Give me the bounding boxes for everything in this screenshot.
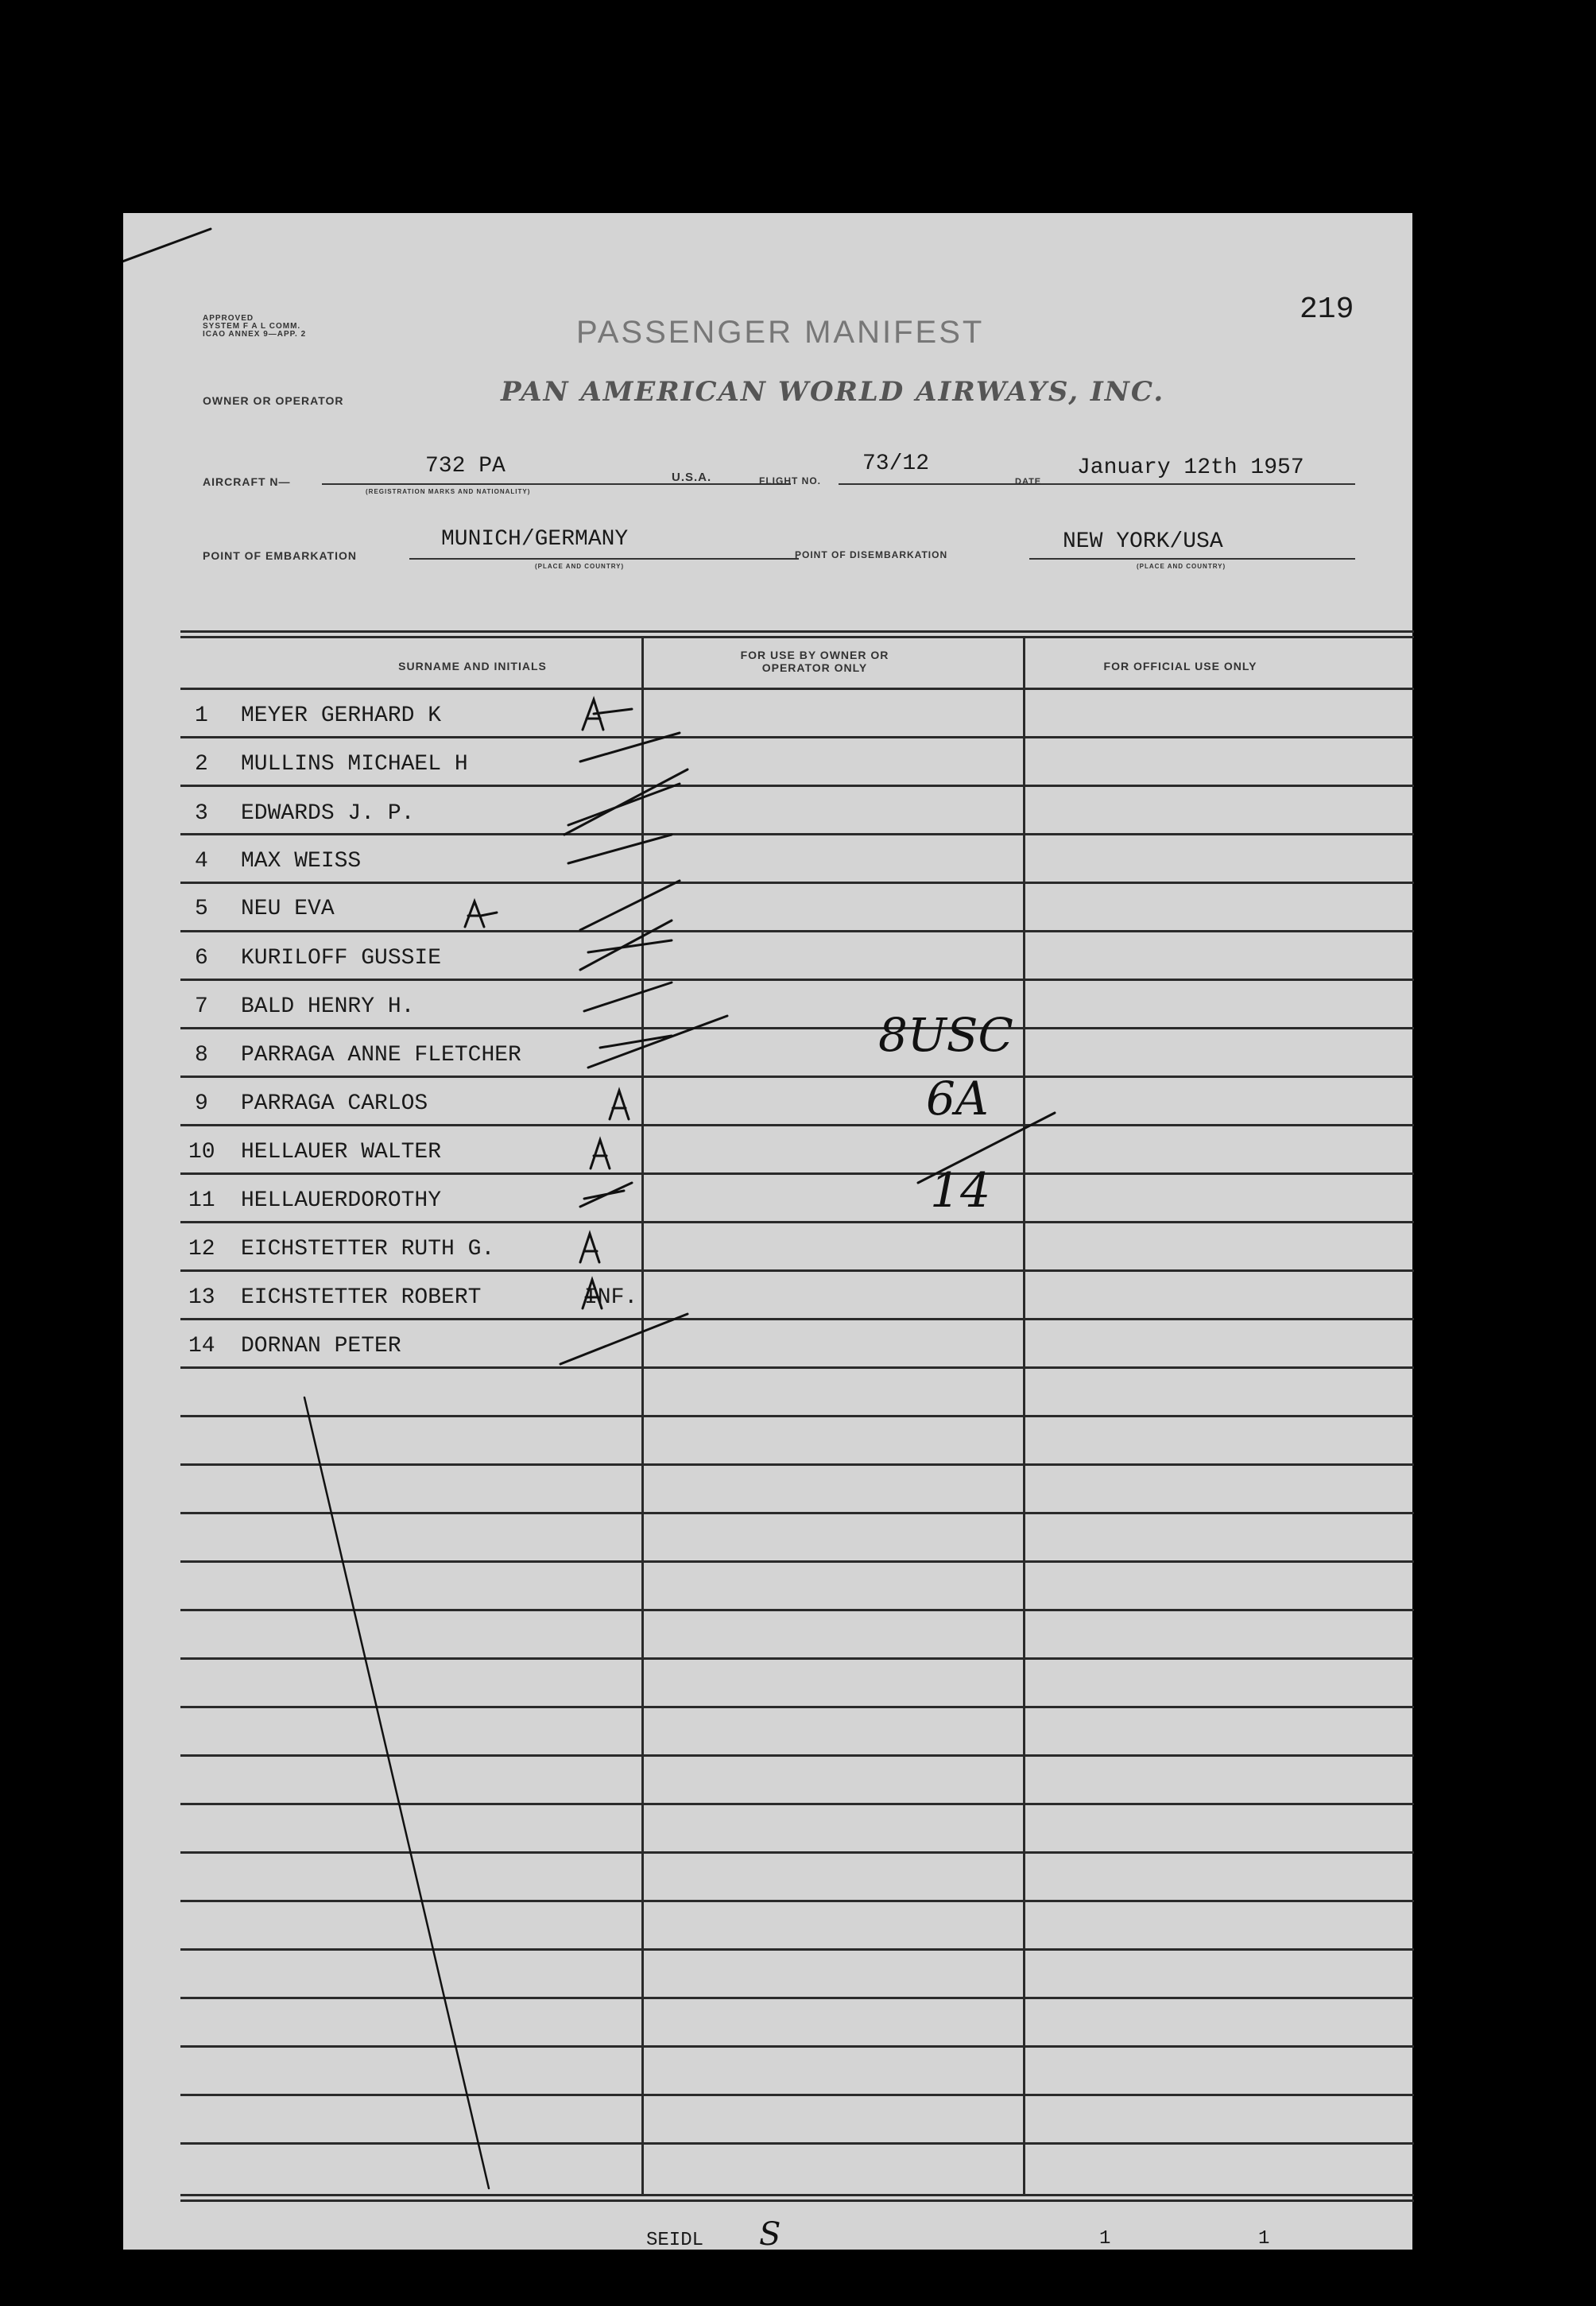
flight-label: FLIGHT NO. (759, 475, 821, 486)
aircraft-country: U.S.A. (672, 471, 712, 484)
passenger-name: PARRAGA ANNE FLETCHER (241, 1043, 521, 1068)
passenger-number: 2 (195, 752, 208, 777)
infant-mark: INF. (584, 1285, 638, 1310)
date-label: DATE (1015, 477, 1042, 486)
passenger-name: HELLAUER WALTER (241, 1140, 442, 1165)
annotation-a-mark (465, 901, 497, 927)
check-mark (584, 982, 672, 1011)
tally-total: 14 (930, 1163, 991, 1219)
column-header-official: FOR OFFICIAL USE ONLY (1103, 660, 1257, 672)
aircraft-value: 732 PA (425, 454, 506, 479)
owner-label: OWNER OR OPERATOR (203, 394, 344, 407)
check-mark (580, 920, 672, 970)
manifest-sheet (123, 213, 1412, 2253)
approval-line: ICAO ANNEX 9—APP. 2 (203, 330, 307, 339)
passenger-name: EICHSTETTER ROBERT (241, 1285, 482, 1310)
tally-usc: 8USC (878, 1008, 1013, 1062)
handwritten-marks (123, 213, 1412, 2250)
annotation-a-mark (583, 1280, 602, 1308)
annotation-a-mark (610, 1091, 629, 1119)
check-mark (588, 1016, 727, 1068)
column-header-owner: FOR USE BY OWNER OR OPERATOR ONLY (740, 649, 889, 674)
annotation-a-mark (580, 1234, 599, 1262)
embarkation-label: POINT OF EMBARKATION (203, 549, 357, 562)
footer-signature: S (759, 2216, 781, 2253)
date-value: January 12th 1957 (1077, 455, 1304, 480)
footer-count-2: 1 (1258, 2228, 1270, 2250)
passenger-number: 12 (188, 1237, 215, 1262)
embarkation-caption: (PLACE AND COUNTRY) (535, 563, 625, 570)
check-mark (568, 835, 672, 863)
table-bottom-rule (180, 2194, 1414, 2196)
passenger-number: 6 (195, 946, 208, 971)
aircraft-label: AIRCRAFT N— (203, 475, 291, 488)
passenger-name: HELLAUERDOROTHY (241, 1188, 442, 1213)
approval-line: SYSTEM F A L COMM. (203, 322, 301, 331)
annotation-a-mark (583, 700, 632, 730)
passenger-name: EICHSTETTER RUTH G. (241, 1237, 495, 1262)
passenger-name: EDWARDS J. P. (241, 801, 415, 826)
passenger-name: NEU EVA (241, 897, 335, 921)
column-header-surname: SURNAME AND INITIALS (398, 660, 547, 672)
check-mark (564, 769, 688, 835)
tally-fraction-line (918, 1113, 1055, 1183)
passenger-number: 9 (195, 1091, 208, 1116)
passenger-number: 13 (188, 1285, 215, 1310)
passenger-number: 7 (195, 994, 208, 1019)
company-name: PAN AMERICAN WORLD AIRWAYS, INC. (501, 376, 1165, 408)
approval-line: APPROVED (203, 314, 254, 323)
flight-value: 73/12 (862, 452, 930, 476)
passenger-number: 3 (195, 801, 208, 826)
table-bottom-rule (180, 2199, 1414, 2202)
check-mark (580, 881, 680, 930)
passenger-number: 5 (195, 897, 208, 921)
check-mark (560, 1314, 688, 1364)
annotation-a-mark (591, 1140, 610, 1169)
passenger-number: 10 (188, 1140, 215, 1165)
passenger-name: DORNAN PETER (241, 1334, 401, 1358)
page-number: 219 (1300, 293, 1354, 327)
passenger-number: 4 (195, 849, 208, 874)
disembarkation-label: POINT OF DISEMBARKATION (795, 549, 948, 560)
disembarkation-caption: (PLACE AND COUNTRY) (1137, 563, 1226, 570)
passenger-number: 14 (188, 1334, 215, 1358)
page-title: PASSENGER MANIFEST (576, 315, 985, 350)
disembarkation-value: NEW YORK/USA (1063, 529, 1223, 554)
passenger-number: 1 (195, 703, 208, 728)
embarkation-value: MUNICH/GERMANY (441, 527, 629, 552)
passenger-name: MAX WEISS (241, 849, 362, 874)
annotation-a-mark (580, 1183, 632, 1207)
passenger-name: MULLINS MICHAEL H (241, 752, 468, 777)
tally-a: 6A (926, 1072, 989, 1126)
check-mark (580, 733, 680, 762)
passenger-name: KURILOFF GUSSIE (241, 946, 442, 971)
passenger-number: 11 (188, 1188, 215, 1213)
footer-name: SEIDL (646, 2230, 704, 2251)
corner-check-mark (123, 229, 211, 267)
footer-count-1: 1 (1099, 2228, 1111, 2250)
strike-line (304, 1397, 489, 2188)
passenger-name: PARRAGA CARLOS (241, 1091, 428, 1116)
aircraft-caption: (REGISTRATION MARKS AND NATIONALITY) (366, 488, 531, 495)
passenger-number: 8 (195, 1043, 208, 1068)
passenger-name: BALD HENRY H. (241, 994, 415, 1019)
passenger-name: MEYER GERHARD K (241, 703, 442, 728)
